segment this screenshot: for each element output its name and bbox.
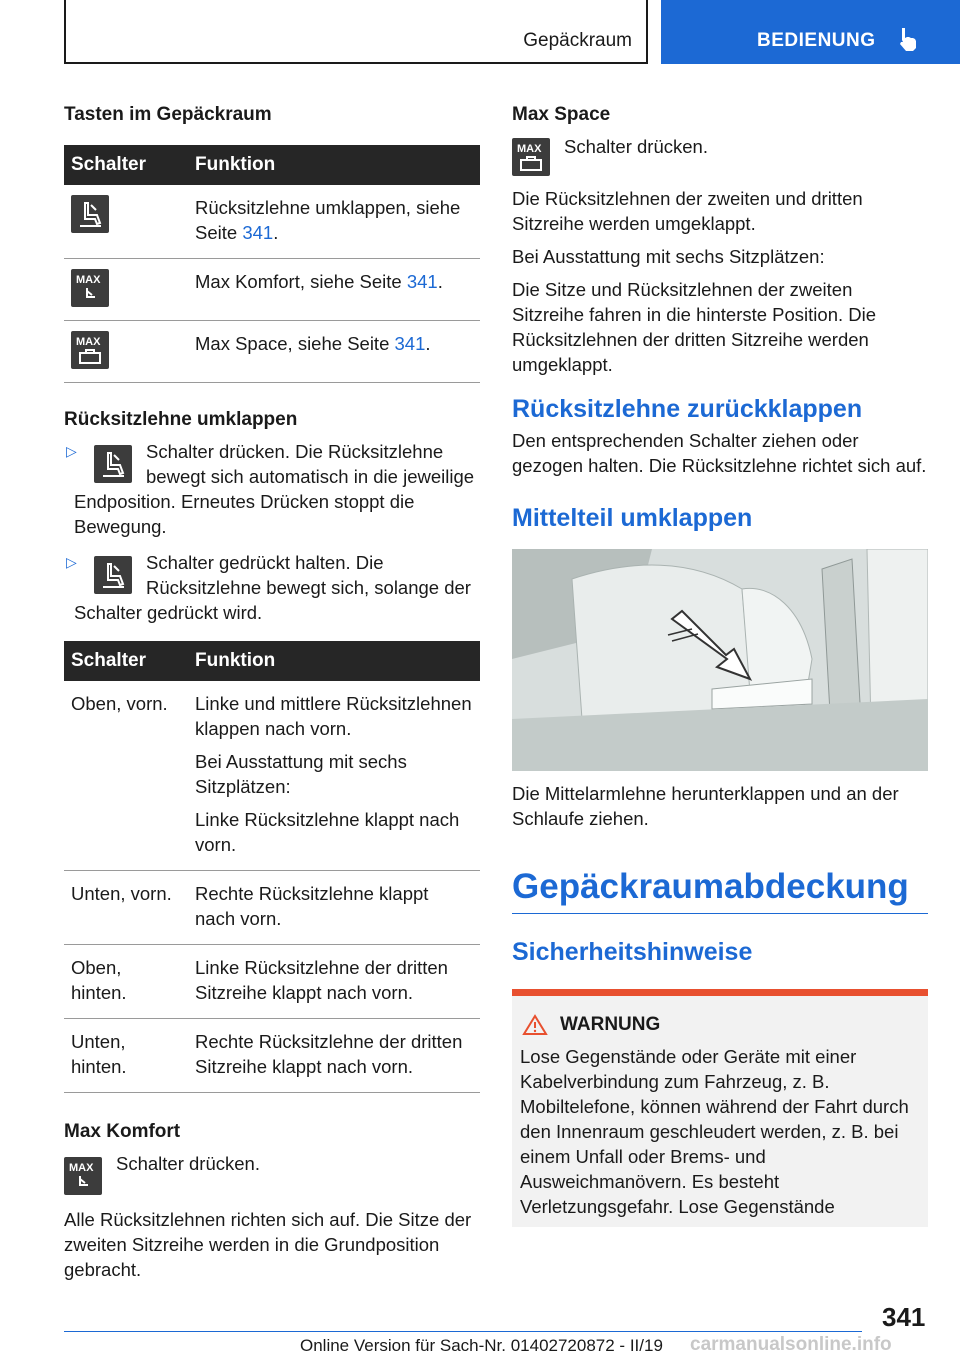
table-cell-text: Bei Ausstattung mit sechs Sitzplätzen: <box>195 751 407 797</box>
left-column <box>64 104 480 1282</box>
footer-rule <box>64 1331 862 1332</box>
table-col-header: Funktion <box>188 641 480 681</box>
paragraph: Die Rücksitzlehnen der zweiten und dritten Sitzreihe werden umgeklappt. <box>512 188 863 234</box>
svg-text:MAX: MAX <box>69 1162 94 1174</box>
svg-text:MAX: MAX <box>517 143 542 155</box>
paragraph: Den entsprechenden Schalter ziehen oder gezogen halten. Die Rücksitzlehne richtet sich auf. <box>512 430 927 476</box>
warning-text: Lose Gegenstände oder Geräte mit einer Kabelverbindung zum Fahrzeug, z. B. Mobiltelefone, können während der Fahrt durch den Innenraum geschleudert werden, z. B. bei einem Unfall oder Brems- und Ausweichmanövern. Es besteht Verletzungsgefahr. Lose Gegenstände <box>520 1046 909 1217</box>
heading-sicherheitshinweise: Sicherheitshinweise <box>512 938 753 966</box>
table-cell-key: Unten, vorn. <box>64 871 188 945</box>
table-cell-text: Max Space, siehe Seite <box>195 333 395 354</box>
table-cell-text: Max Komfort, siehe Seite <box>195 271 407 292</box>
table-cell-key: Oben, hinten. <box>64 945 188 1019</box>
footer-text: Online Version für Sach-Nr. 01402720872 - II/19 <box>300 1336 663 1355</box>
table-row <box>64 185 480 259</box>
action-text: Schalter drücken. <box>564 136 708 157</box>
bullet-text: Schalter gedrückt halten. Die Rücksitzlehne bewegt sich, solange der Schalter gedrückt wird. <box>74 552 471 623</box>
svg-text:MAX: MAX <box>76 274 101 286</box>
table-col-header: Schalter <box>64 145 188 185</box>
table-header-row <box>64 641 480 681</box>
header-section-title: Gepäckraum <box>523 30 632 51</box>
seat-recline-icon <box>94 445 132 483</box>
right-column <box>512 104 928 1227</box>
header-section-box <box>64 0 648 64</box>
max-space-icon <box>71 331 109 369</box>
warning-box <box>512 989 928 1227</box>
table-cell-punct: . <box>437 271 443 292</box>
table-cell-punct: . <box>273 222 279 243</box>
max-space-action <box>512 134 928 176</box>
heading-max-komfort: Max Komfort <box>64 1121 181 1142</box>
table-col-header: Schalter <box>64 641 188 681</box>
table-cell-key: Unten, hinten. <box>64 1019 188 1093</box>
table-row <box>64 945 480 1019</box>
table-cell-text: Linke Rücksitzlehne der dritten Sitzreihe klappt nach vorn. <box>188 945 480 1019</box>
heading-gepaeckraumabdeckung: Gepäckraumabdeckung <box>512 867 928 914</box>
rear-seat-illustration <box>512 549 928 771</box>
table-row <box>64 259 480 321</box>
page-link[interactable]: 341 <box>394 333 426 354</box>
paragraph: Bei Ausstattung mit sechs Sitzplätzen: <box>512 246 825 267</box>
table-header-row <box>64 145 480 185</box>
table-cell-text: Rücksitzlehne umklappen, siehe Seite <box>195 197 461 243</box>
page-link[interactable]: 341 <box>242 222 274 243</box>
list-item <box>64 439 480 539</box>
bullet-triangle-icon: ▷ <box>66 443 77 459</box>
table-cell-key: Oben, vorn. <box>64 681 188 871</box>
table-cell-punct: . <box>425 333 431 354</box>
table-cell-text: Linke und mittlere Rücksitzlehnen klappen nach vorn. <box>195 693 472 739</box>
table-row <box>64 1019 480 1093</box>
header-chapter-title: BEDIENUNG <box>757 30 876 51</box>
warning-triangle-icon <box>522 1014 548 1036</box>
max-comfort-icon <box>71 269 109 307</box>
heading-zurueckklappen: Rücksitzlehne zurückklappen <box>512 395 863 423</box>
table-switch-positions <box>64 641 480 1093</box>
max-komfort-action <box>64 1151 480 1195</box>
table-row <box>64 681 480 871</box>
list-item <box>64 550 480 625</box>
table-buttons <box>64 145 480 383</box>
heading-mittelteil: Mittelteil umklappen <box>512 504 753 532</box>
svg-text:MAX: MAX <box>76 336 101 348</box>
rear-seat-image <box>512 549 928 771</box>
seat-recline-icon <box>94 556 132 594</box>
max-comfort-icon <box>64 1157 102 1195</box>
page-number: 341 <box>882 1302 926 1332</box>
warning-header <box>520 1014 920 1036</box>
max-space-icon <box>512 138 550 176</box>
table-col-header: Funktion <box>188 145 480 185</box>
paragraph: Die Sitze und Rücksitzlehnen der zweiten Sitzreihe fahren in die hinterste Position. Die Rücksitzlehnen der dritten Sitzreihe werden umgeklappt. <box>512 279 877 375</box>
bullet-triangle-icon: ▷ <box>66 554 77 570</box>
paragraph: Alle Rücksitzlehnen richten sich auf. Die Sitze der zweiten Sitzreihe werden in die Grundposition gebracht. <box>64 1209 472 1280</box>
page-link[interactable]: 341 <box>406 271 438 292</box>
hand-pointer-icon <box>897 26 919 52</box>
heading-max-space: Max Space <box>512 104 611 125</box>
table-cell-text: Rechte Rücksitzlehne klappt nach vorn. <box>188 871 480 945</box>
heading-ruecksitzlehne-umklappen: Rücksitzlehne umklappen <box>64 409 298 430</box>
warning-title: WARNUNG <box>560 1014 661 1035</box>
seat-recline-icon <box>71 195 109 233</box>
header-chapter-tab <box>661 0 960 64</box>
table-cell-text: Rechte Rücksitzlehne der dritten Sitzreihe klappt nach vorn. <box>188 1019 480 1093</box>
heading-tasten: Tasten im Gepäckraum <box>64 104 272 125</box>
table-row <box>64 321 480 383</box>
table-row <box>64 871 480 945</box>
watermark: carmanualsonline.info <box>690 1334 892 1355</box>
bullet-text: Schalter drücken. Die Rücksitzlehne bewegt sich automatisch in die jeweilige Endposition. Erneutes Drücken stoppt die Bewegung. <box>74 441 475 537</box>
paragraph: Die Mittelarmlehne herunterklappen und an der Schlaufe ziehen. <box>512 783 899 829</box>
table-cell-text: Linke Rücksitzlehne klappt nach vorn. <box>195 809 460 855</box>
action-text: Schalter drücken. <box>116 1153 260 1174</box>
